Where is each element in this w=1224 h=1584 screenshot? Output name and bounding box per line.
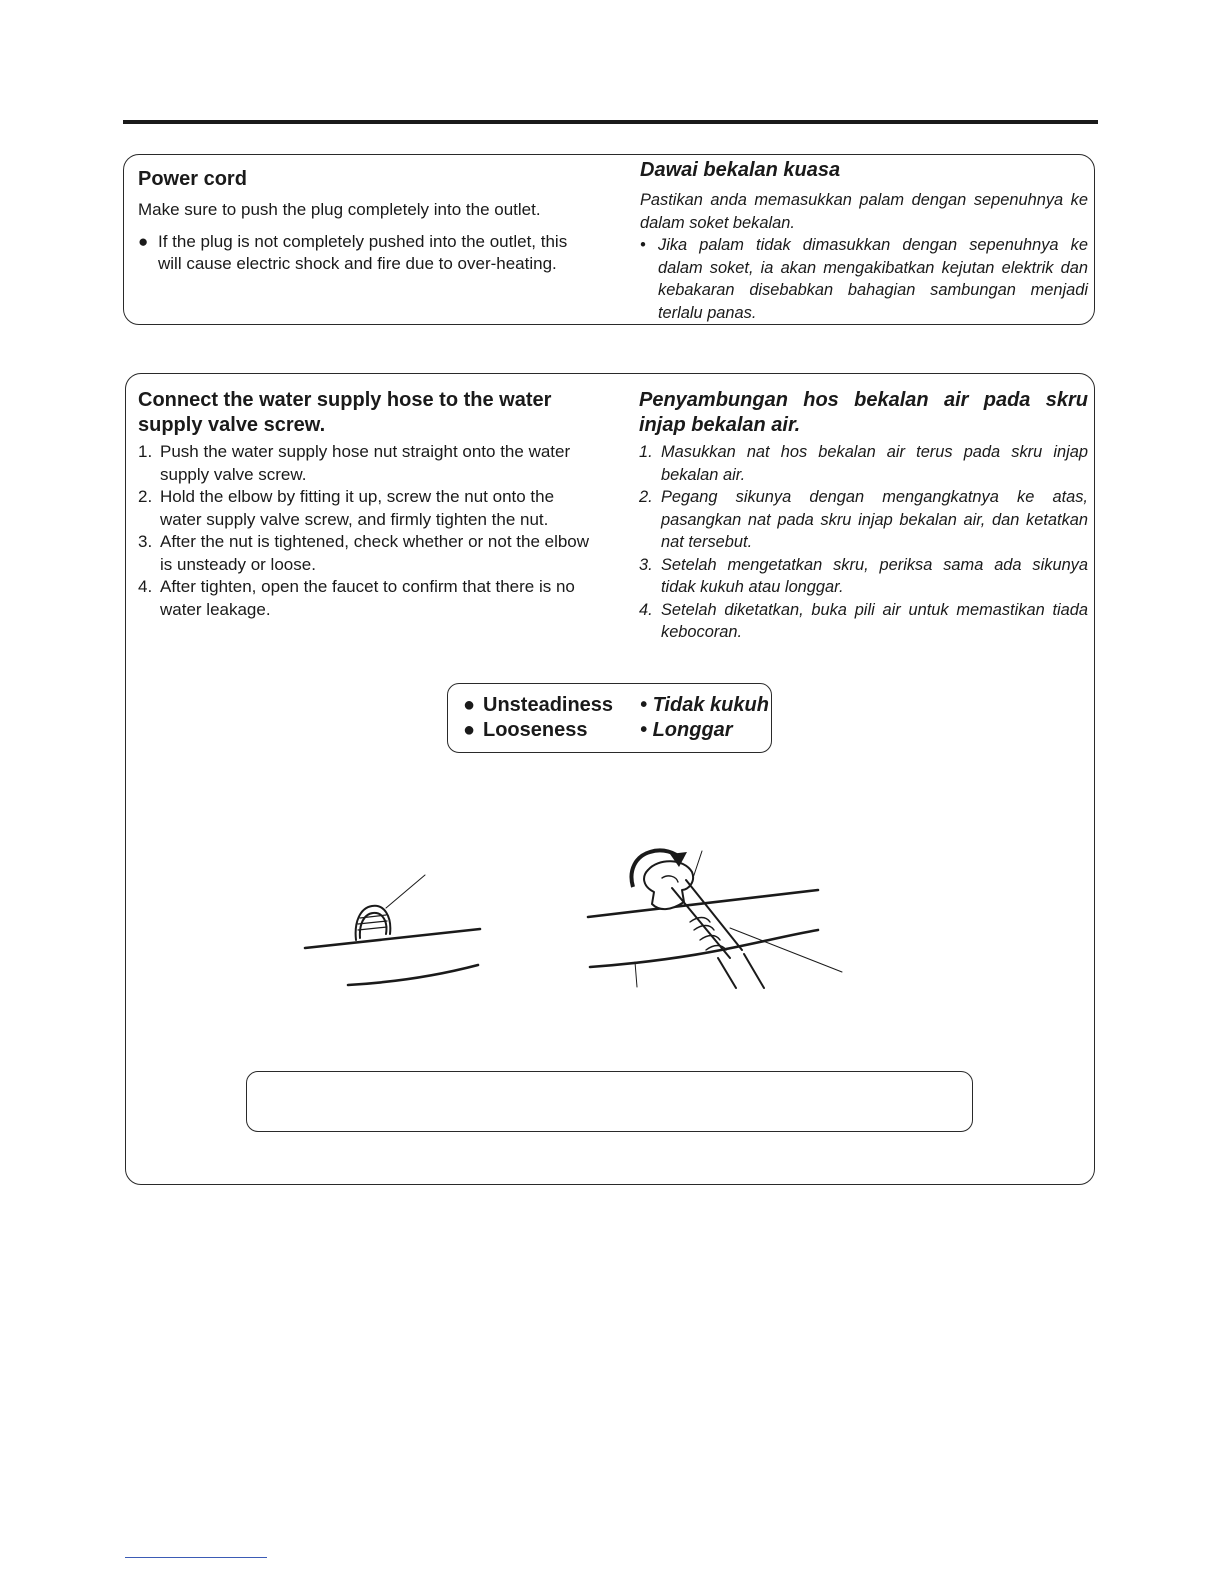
check-ms-text: Longgar [652, 719, 733, 741]
step-number: 2. [138, 487, 153, 506]
step-number: 3. [138, 532, 153, 551]
water-hose-title-ms: Penyambungan hos bekalan air pada skru injap bekalan air. [639, 389, 1088, 436]
step-number: 1. [138, 442, 153, 461]
step-number: 3. [639, 555, 653, 574]
check-bullet: ● [463, 719, 476, 741]
check-callout [447, 683, 772, 753]
step-number: 4. [639, 600, 653, 619]
step-item [639, 441, 1088, 486]
bullet-text: Jika palam tidak dimasukkan dengan sepenuhnya ke dalam soket, ia akan mengakibatkan kejutan elektrik dan kebakaran disebabkan bahagian sambungan menjadi terlalu panas. [658, 236, 1088, 322]
step-text: After tighten, open the faucet to confirm that there is no water leakage. [160, 577, 575, 619]
power-cord-title: Power cord [138, 168, 247, 190]
check-ms-text: Tidak kukuh [652, 694, 769, 716]
check-ms [640, 693, 769, 718]
check-ms [640, 718, 733, 743]
step-item [138, 486, 593, 531]
check-ms-bullet: • [640, 719, 648, 741]
valve-screw-icon [305, 875, 480, 985]
bullet-marker: • [640, 236, 646, 254]
water-hose-section [125, 373, 1095, 1185]
water-hose-steps-ms [639, 441, 1088, 644]
power-cord-bullet [138, 231, 583, 276]
water-hose-steps [138, 441, 593, 621]
step-text: After the nut is tightened, check whether or not the elbow is unsteady or loose. [160, 532, 590, 574]
step-text: Setelah diketatkan, buka pili air untuk memastikan tiada kebocoran. [661, 600, 1088, 641]
hose-nut-elbow-icon [588, 851, 842, 988]
power-cord-bullets [138, 231, 583, 276]
step-number: 4. [138, 577, 153, 596]
hose-connection-figure [290, 830, 870, 1000]
step-number: 1. [639, 443, 653, 461]
step-text: Push the water supply hose nut straight onto the water supply valve screw. [160, 442, 571, 484]
step-item [639, 486, 1088, 554]
check-ms-bullet: • [640, 694, 648, 716]
step-text: Hold the elbow by fitting it up, screw the nut onto the water supply valve screw, and firmly tighten the nut. [160, 487, 555, 529]
check-bullet: ● [463, 694, 476, 716]
bullet-marker: ● [138, 231, 149, 251]
step-text: Masukkan nat hos bekalan air terus pada skru injap bekalan air. [661, 443, 1088, 484]
power-cord-bullet-ms [640, 234, 1088, 324]
step-text: Pegang sikunya dengan mengangkatnya ke atas, pasangkan nat pada skru injap bekalan air, dan ketatkan nat tersebut. [661, 488, 1088, 551]
check-en: Unsteadiness [483, 694, 614, 716]
note-box [246, 1071, 973, 1132]
power-cord-bullets-ms [640, 234, 1088, 324]
power-cord-ms-column [640, 158, 1088, 324]
step-item [138, 441, 593, 486]
check-row-looseness [463, 718, 733, 743]
step-text: Setelah mengetatkan skru, periksa sama ada sikunya tidak kukuh atau longgar. [661, 555, 1088, 596]
step-item [639, 599, 1088, 644]
step-item [639, 554, 1088, 599]
step-item [138, 531, 593, 576]
water-hose-title: Connect the water supply hose to the water supply valve screw. [138, 389, 552, 436]
water-hose-ms-column [639, 388, 1088, 644]
power-cord-section [123, 154, 1095, 325]
step-number: 2. [639, 488, 653, 506]
power-cord-title-ms: Dawai bekalan kuasa [640, 159, 841, 181]
check-en: Looseness [483, 719, 588, 741]
water-hose-en-column [138, 388, 593, 621]
top-rule [123, 120, 1098, 124]
check-row-unsteadiness [463, 693, 769, 718]
bullet-text: If the plug is not completely pushed into the outlet, this will cause electric shock and fire due to over-heating. [158, 231, 568, 273]
footer-rule [125, 1557, 267, 1558]
power-cord-intro-ms: Pastikan anda memasukkan palam dengan sepenuhnya ke dalam soket bekalan. [640, 191, 1088, 232]
step-item [138, 576, 593, 621]
power-cord-en-column [138, 167, 583, 276]
power-cord-intro: Make sure to push the plug completely into the outlet. [138, 200, 541, 219]
